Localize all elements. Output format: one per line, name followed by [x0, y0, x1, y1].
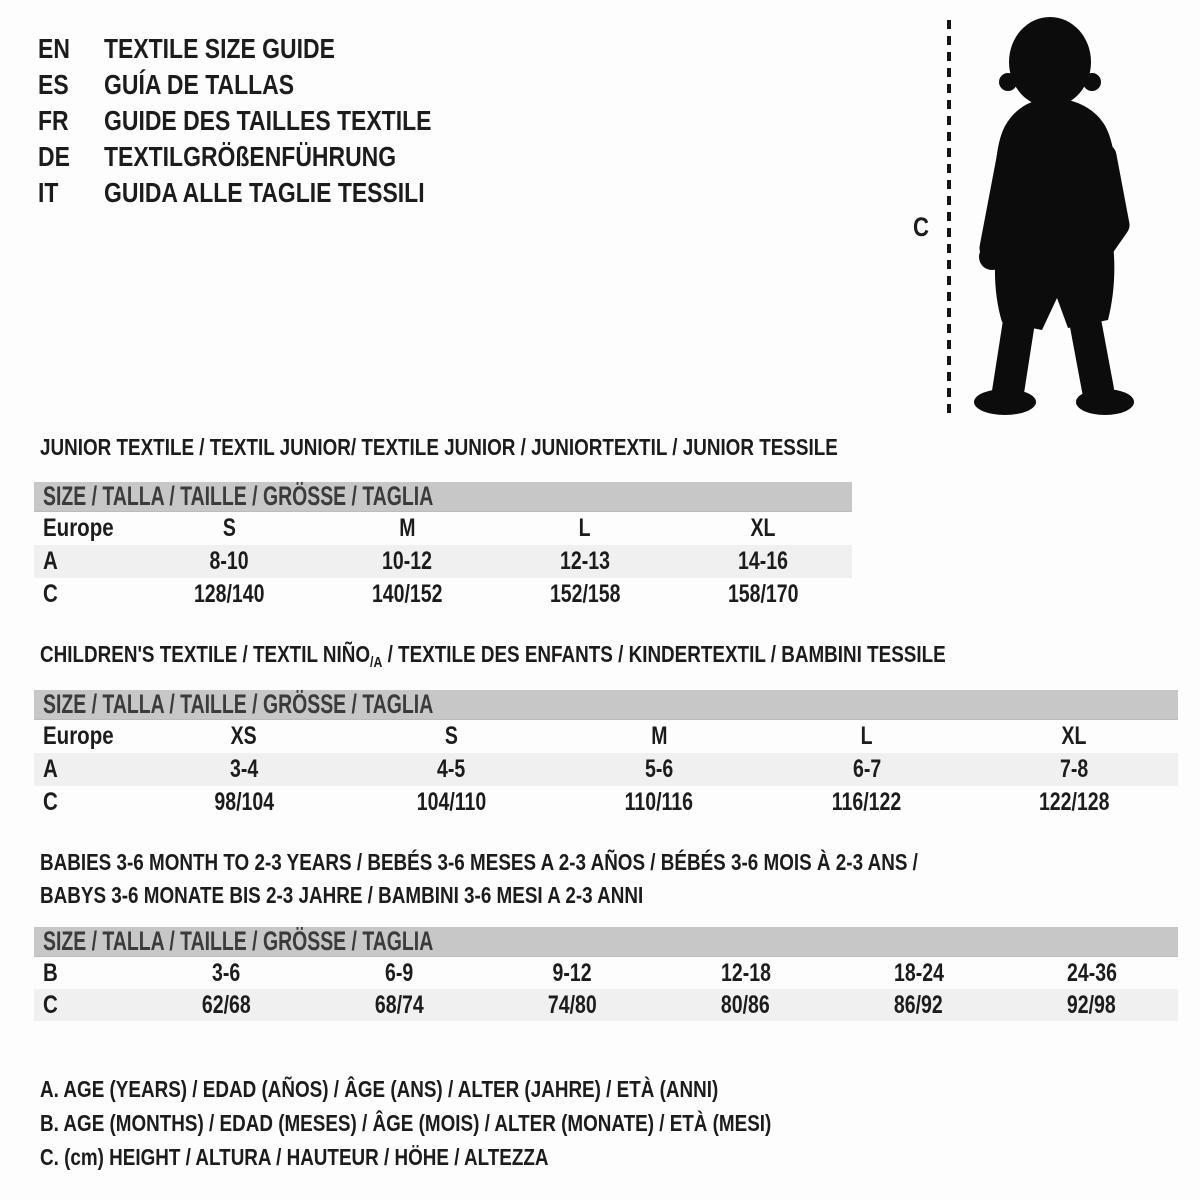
junior-row-age: A 8-10 10-12 12-13 14-16 — [34, 545, 852, 578]
nino-a-subscript: /A — [370, 654, 383, 671]
height-dashed-line — [947, 20, 951, 416]
row-label: A — [43, 547, 58, 575]
measure-legend — [40, 1072, 932, 1174]
row-label: C — [43, 788, 58, 816]
row-label: C — [43, 990, 58, 1019]
language-title-de: TEXTILGRÖßENFÜHRUNG — [104, 141, 397, 172]
language-title-en: TEXTILE SIZE GUIDE — [104, 33, 335, 64]
children-size-header: SIZE / TALLA / TAILLE / GRÖSSE / TAGLIA — [34, 690, 1178, 720]
junior-section-title: JUNIOR TEXTILE / TEXTIL JUNIOR/ TEXTILE JUNIOR / JUNIORTEXTIL / JUNIOR TESSILE — [40, 434, 838, 460]
children-row-europe: Europe XS S M L XL — [34, 720, 1178, 753]
height-measure-label: C — [913, 212, 929, 242]
babies-size-header: SIZE / TALLA / TAILLE / GRÖSSE / TAGLIA — [34, 927, 1178, 957]
junior-size-header: SIZE / TALLA / TAILLE / GRÖSSE / TAGLIA — [34, 482, 852, 512]
language-code-de: DE — [38, 141, 70, 172]
language-title-fr: GUIDE DES TAILLES TEXTILE — [104, 105, 432, 136]
babies-section-title-line1: BABIES 3-6 MONTH TO 2-3 YEARS / BEBÉS 3-6 MESES A 2-3 AÑOS / BÉBÉS 3-6 MOIS À 2-3 ANS / — [40, 849, 918, 875]
children-section-title: CHILDREN'S TEXTILE / TEXTIL $NIÑO_{/A}$ / TEXTILE DES ENFANTS / KINDERTEXTIL / BAMBINI TESSILE — [40, 641, 946, 671]
toddler-silhouette-icon — [962, 10, 1147, 420]
row-label: C — [43, 580, 58, 608]
language-code-es: ES — [38, 69, 69, 100]
junior-row-height: C 128/140 140/152 152/158 158/170 — [34, 578, 852, 611]
language-title-it: GUIDA ALLE TAGLIE TESSILI — [104, 177, 425, 208]
row-label: A — [43, 755, 58, 783]
language-row-es — [38, 67, 503, 103]
row-label: Europe — [43, 722, 114, 750]
language-row-de — [38, 139, 503, 175]
language-code-it: IT — [38, 177, 59, 208]
children-size-table — [34, 690, 1178, 819]
language-row-fr — [38, 103, 503, 139]
legend-line-a: A. AGE (YEARS) / EDAD (AÑOS) / ÂGE (ANS) / ALTER (JAHRE) / ETÀ (ANNI) — [40, 1075, 719, 1102]
babies-row-height: C 62/68 68/74 74/80 80/86 86/92 92/98 — [34, 989, 1178, 1021]
junior-row-europe: Europe S M L XL — [34, 512, 852, 545]
legend-line-b: B. AGE (MONTHS) / EDAD (MESES) / ÂGE (MOIS) / ALTER (MONATE) / ETÀ (MESI) — [40, 1109, 772, 1136]
babies-size-table — [34, 927, 1178, 1021]
children-row-age: A 3-4 4-5 5-6 6-7 7-8 — [34, 753, 1178, 786]
junior-size-table — [34, 482, 852, 611]
language-title-list — [38, 31, 503, 211]
babies-row-months: B 3-6 6-9 9-12 12-18 18-24 24-36 — [34, 957, 1178, 989]
language-row-it — [38, 175, 503, 211]
language-title-es: GUÍA DE TALLAS — [104, 69, 295, 100]
language-code-fr: FR — [38, 105, 69, 136]
legend-line-c: C. (cm) HEIGHT / ALTURA / HAUTEUR / HÖHE / ALTEZZA — [40, 1143, 549, 1170]
children-row-height: C 98/104 104/110 110/116 116/122 122/128 — [34, 786, 1178, 819]
babies-section-title-line2: BABYS 3-6 MONATE BIS 2-3 JAHRE / BAMBINI 3-6 MESI A 2-3 ANNI — [40, 882, 644, 908]
language-code-en: EN — [38, 33, 70, 64]
row-label: Europe — [43, 514, 114, 542]
language-row-en — [38, 31, 503, 67]
row-label: B — [43, 958, 58, 987]
